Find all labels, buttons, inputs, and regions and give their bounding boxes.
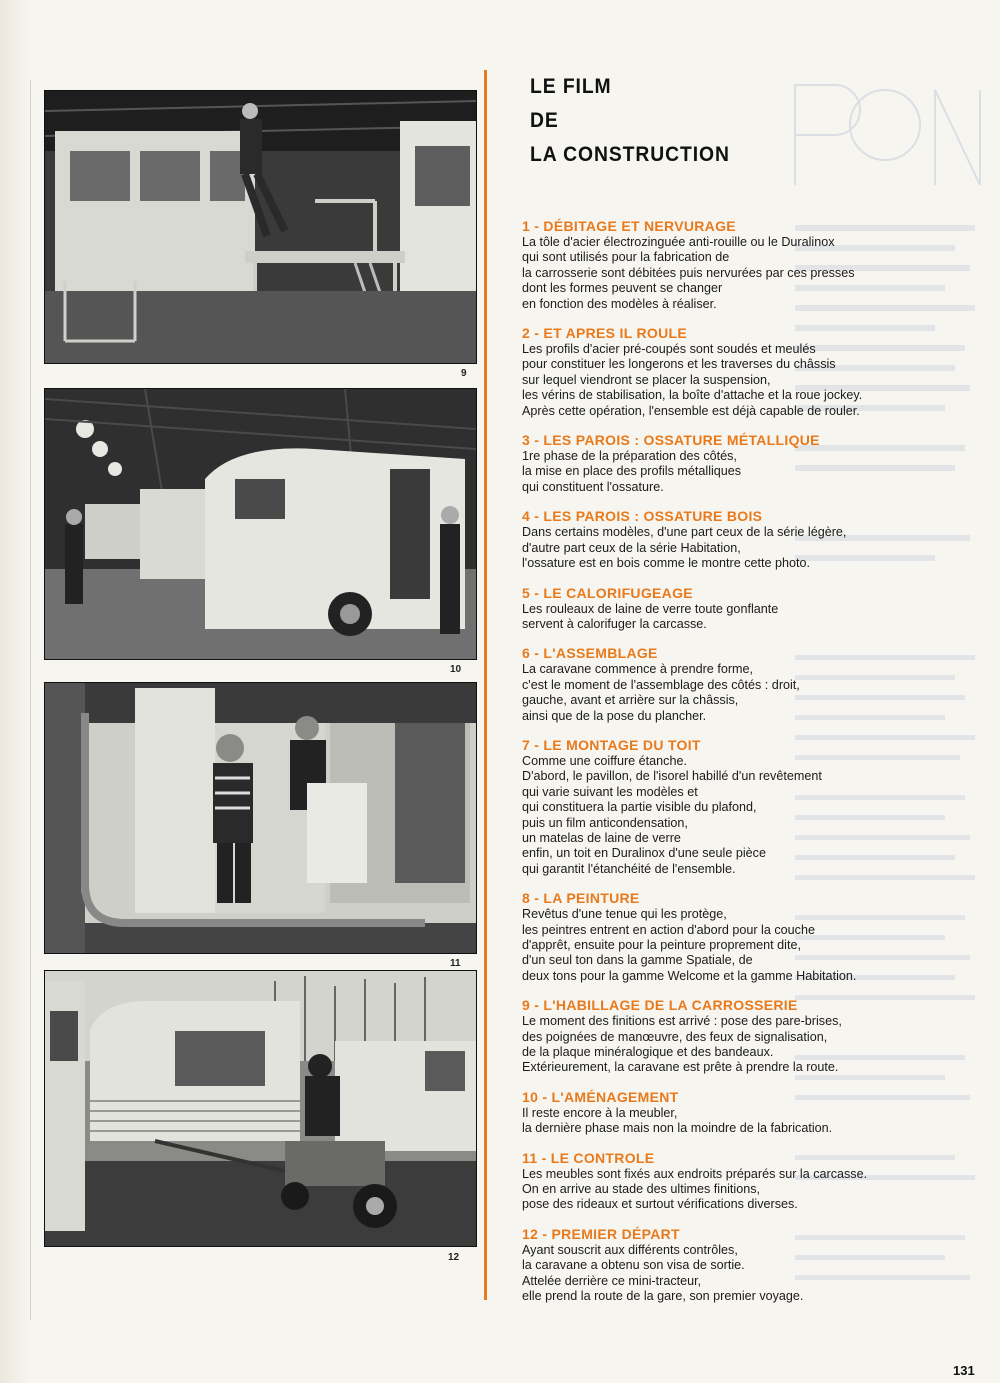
- step-3-body: 1re phase de la préparation des côtés, la mise en place des profils métalliques qui constituent l'ossature.: [522, 449, 742, 494]
- photo-10-image: [45, 389, 476, 659]
- step-8-heading: 8 - LA PEINTURE: [522, 890, 640, 907]
- step-4-heading: 4 - LES PAROIS : OSSATURE BOIS: [522, 508, 763, 525]
- step-10-body: Il reste encore à la meubler, la dernière phase mais non la moindre de la fabrication.: [522, 1105, 833, 1136]
- step-6: [522, 645, 962, 724]
- photo-11-image: [45, 683, 476, 953]
- step-12-body: Ayant souscrit aux différents contrôles, la caravane a obtenu son visa de sortie. Attelée derrière ce mini-tracteur, elle prend la route de la gare, son premier voyage.: [522, 1242, 804, 1304]
- step-8-body: Revêtus d'une tenue qui les protège, les peintres entrent en action d'abord pour la couche d'apprêt, ensuite pour la peinture proprement dite, d'un seul ton dans la gamme Spatiale, de deux tons pour la gamme Welcome et la gamme Habitation.: [522, 907, 857, 983]
- step-7-body: Comme une coiffure étanche. D'abord, le pavillon, de l'isorel habillé d'un revêtement qui varie suivant les modèles et qui constituera la partie visible du plafond, puis un film anticondensation, un matelas de laine de verre enfin, un toit en Duralinox d'une seule pièce qui garantit l'étanchéité de l'ensemble.: [522, 753, 822, 876]
- page-title: [530, 70, 927, 172]
- left-margin-rule: [30, 80, 31, 1320]
- step-10: [522, 1089, 962, 1137]
- step-6-heading: 6 - L'ASSEMBLAGE: [522, 645, 658, 662]
- photo-mini-tractor-towing-caravan: [44, 970, 477, 1247]
- step-4-body: Dans certains modèles, d'une part ceux de la série légère, d'autre part ceux de la série Habitation, l'ossature est en bois comme le montre cette photo.: [522, 525, 847, 571]
- step-7: [522, 737, 962, 877]
- construction-steps: [522, 218, 962, 1318]
- step-5-heading: 5 - LE CALORIFUGEAGE: [522, 584, 693, 601]
- page-title-line-1: LE FILM: [530, 75, 612, 98]
- step-2-heading: 2 - ET APRES IL ROULE: [522, 325, 687, 342]
- page-number: 131: [953, 1363, 975, 1378]
- step-8: [522, 890, 962, 984]
- step-10-heading: 10 - L'AMÉNAGEMENT: [522, 1088, 679, 1105]
- text-column: [522, 70, 962, 1304]
- photo-assembling-caravan-interior: [44, 682, 477, 954]
- step-9: [522, 997, 962, 1076]
- step-5: [522, 585, 962, 633]
- step-5-body: Les rouleaux de laine de verre toute gonflante servent à calorifuger la carcasse.: [522, 601, 779, 631]
- photo-12-image: [45, 971, 476, 1246]
- photo-10-number: 10: [450, 664, 462, 675]
- step-3: [522, 432, 962, 495]
- step-9-body: Le moment des finitions est arrivé : pose des pare-brises, des poignées de manœuvre, des feux de signalisation, de la plaque minéralogique et des bandeaux. Extérieurement, la caravane est prête à prendre la route.: [522, 1014, 842, 1075]
- step-9-heading: 9 - L'HABILLAGE DE LA CARROSSERIE: [522, 997, 798, 1014]
- step-11: [522, 1150, 962, 1213]
- step-6-body: La caravane commence à prendre forme, c'est le moment de l'assemblage des côtés : droit, gauche, avant et arrière sur la châssis, ainsi que de la pose du plancher.: [522, 662, 800, 723]
- photo-workers-on-caravan-platform: [44, 90, 477, 364]
- orange-column-rule: [484, 70, 487, 1300]
- step-1-heading: 1 - DÉBITAGE ET NERVURAGE: [522, 218, 736, 234]
- step-11-body: Les meubles sont fixés aux endroits préparés sur la carcasse. On en arrive au stade des ultimes finitions, pose des rideaux et surtout vérifications diverses.: [522, 1166, 868, 1212]
- step-2-body: Les profils d'acier pré-coupés sont soudés et meulés pour constituer les longerons et les traverses du châssis sur lequel viendront se placer la suspension, les vérins de stabilisation, la boîte d'attache et la roue jockey. Après cette opération, l'ensemble est déjà capable de rouler.: [522, 342, 863, 418]
- photo-caravan-wood-frame: [44, 388, 477, 660]
- step-12-heading: 12 - PREMIER DÉPART: [522, 1225, 680, 1242]
- step-11-heading: 11 - LE CONTROLE: [522, 1149, 655, 1166]
- left-margin-bleed: [0, 0, 30, 1383]
- step-12: [522, 1226, 962, 1305]
- photo-9-number: 9: [461, 368, 467, 379]
- page-title-line-3: LA CONSTRUCTION: [530, 143, 730, 166]
- photo-12-number: 12: [448, 1252, 460, 1263]
- step-1: [522, 218, 962, 312]
- photo-9-image: [45, 91, 476, 363]
- step-3-heading: 3 - LES PAROIS : OSSATURE MÉTALLIQUE: [522, 432, 820, 449]
- page-title-line-2: DE: [530, 109, 559, 132]
- step-7-heading: 7 - LE MONTAGE DU TOIT: [522, 736, 701, 753]
- step-4: [522, 508, 962, 571]
- step-2: [522, 325, 962, 419]
- step-1-body: La tôle d'acier électrozinguée anti-rouille ou le Duralinox qui sont utilisés pour la fabrication de la carrosserie sont débitées puis nervurées par ces presses dont les formes peuvent se changer en fonction des modèles à réaliser.: [522, 235, 855, 311]
- photo-11-number: 11: [450, 958, 461, 969]
